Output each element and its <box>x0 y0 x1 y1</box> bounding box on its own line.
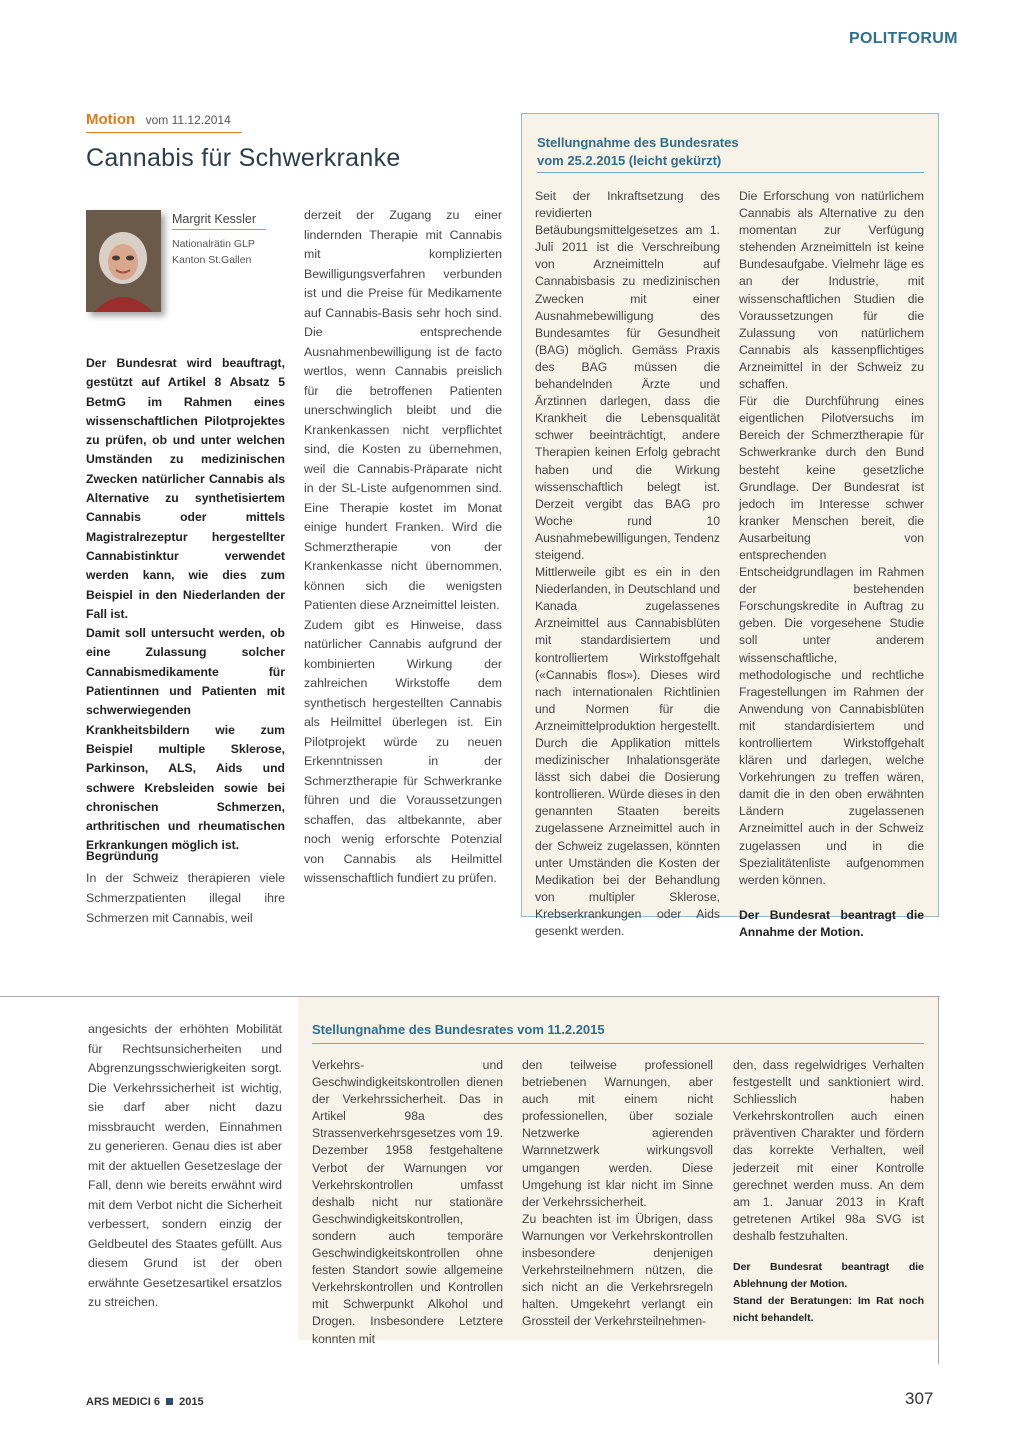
motion-lead <box>86 354 285 856</box>
stellungnahme-col2-p2: Für die Durchführung eines eigentlichen Pilotversuchs im Bereich der Schmerztherapie für Schwerkranke durch den Bund besteht keine gesetzliche Grundlage. Der Bundesrat ist jedoch im Interesse schwer kranker Menschen bereit, die Ausarbeitung von entsprechenden Entscheidgrundlagen im Rahmen der bestehenden Forschungskredite in Auftrag zu geben. Die vorgesehene Studie soll unter anderem wissenschaftliche, methodologische und rechtliche Fragestellungen im Rahmen der Anwendung von Cannabisblüten mit standardisiertem und kontrolliertem Wirkstoffgehalt klären und darlegen, welche Vorkehrungen zu treffen wären, damit die in den oben erwähnten Ländern zugelassenen Arzneimittel auch in der Schweiz zugelassen und in die Spezialitätenliste aufgenommen werden können. <box>739 394 924 887</box>
lower-conclusion-2: Stand der Beratungen: Im Rat noch nicht behandelt. <box>733 1295 924 1325</box>
lower-conclusion-1: Der Bundesrat beantragt die Ablehnung der Motion. <box>733 1261 924 1291</box>
author-portrait-icon <box>86 210 161 312</box>
stellungnahme-col-1 <box>535 188 720 940</box>
author-rule <box>172 229 266 230</box>
stellungnahme-title-1: Stellungnahme des Bundesrates <box>537 135 739 150</box>
lower-col2-p2: Zu beachten ist im Übrigen, dass Warnungen vor Verkehrskontrollen insbesondere denjenigen Verkehrsteilnehmern nützen, die sich nicht an die Verkehrsregeln halten. Umgekehrt verlangt ein Grossteil der Verkehrsteilnehmen- <box>522 1211 713 1329</box>
author-photo <box>86 210 161 312</box>
footer-journal-name: ARS MEDICI 6 <box>86 1396 160 1408</box>
motion-col2-p2: Zudem gibt es Hinweise, dass natürlicher Cannabis aufgrund der kombinierten Wirkung der zahlreichen Wirkstoffe dem synthetisch hergestellten Cannabis als Heilmittel überlegen ist. Ein Pilotprojekt würde zu neuen Erkenntnissen in der Schmerztherapie für Schwerkranke führen und die Voraussetzungen schaffen, das altbekannte, aber noch wenig erforschte Potenzial von Cannabis als Heilmittel wissenschaftlich fundiert zu prüfen. <box>304 617 502 885</box>
stellungnahme-title-2: vom 25.2.2015 (leicht gekürzt) <box>537 153 722 168</box>
author-role: Nationalrätin GLP <box>172 238 255 250</box>
begruendung-text: In der Schweiz therapieren viele Schmerzpatienten illegal ihre Schmerzen mit Cannabis, weil <box>86 871 285 925</box>
footer-year: 2015 <box>179 1396 204 1408</box>
author-canton: Kanton St.Gallen <box>172 254 252 266</box>
lower-col-2 <box>522 1057 713 1331</box>
stellungnahme-2-title: Stellungnahme des Bundesrates vom 11.2.2015 <box>312 1022 605 1037</box>
begruendung-heading: Begründung <box>86 849 159 863</box>
page-divider-end <box>938 996 939 1364</box>
page-number: 307 <box>905 1389 934 1408</box>
lower-col2-p1: den teilweise professionell betriebenen Warnungen, aber auch mit einem nicht professionellen, über soziale Netzwerke agierenden Warnnetzwerk wirkungsvoll umgangen werden. Diese Umgehung ist klar nicht im Sinne der Verkehrssicherheit. <box>522 1058 713 1209</box>
motion-column-2 <box>304 206 502 889</box>
motion-lead-p1: Der Bundesrat wird beauftragt, gestützt auf Artikel 8 Absatz 5 BetmG im Rahmen eines wissenschaftlichen Pilotprojektes zu prüfen, ob und unter welchen Umständen zu medizinischen Zwecken natürlicher Cannabis als Alternative zu synthetisiertem Cannabis oder mittels Magistralrezeptur hergestellter Cannabistinktur verwendet werden kann, wie dies zum Beispiel in den Niederlanden der Fall ist. <box>86 356 285 621</box>
stellungnahme-col1-p1: Seit der Inkraftsetzung des revidierten Betäubungsmittelgesetzes am 1. Juli 2011 ist die Verschreibung von Arzneimitteln auf Cannabisbasis zu medizinischen Zwecken mit einer Ausnahmebewilligung des Bundesamtes für Gesundheit (BAG) möglich. Gemäss Praxis des BAG müssen die behandelnden Ärzte und Ärztinnen darlegen, dass die Krankheit die Lebensqualität schwer beeinträchtigt, andere Therapien keinen Erfolg gebracht haben und die Wirkung wissenschaftlich belegt ist. Derzeit vergibt das BAG pro Woche rund 10 Ausnahmebewilligungen, Tendenz steigend. <box>535 189 720 562</box>
section-header: POLITFORUM <box>849 30 958 47</box>
motion-label: Motion <box>86 111 136 128</box>
stellungnahme-2-rule <box>312 1043 924 1044</box>
lower-col3-text: den, dass regelwidriges Verhalten festgestellt und sanktioniert wird. Schliesslich haben Verkehrskontrollen auch einen präventiven Charakter und fördern das korrekte Verhalten, weil jederzeit mit einer Kontrolle gerechnet werden muss. An dem am 1. Januar 2013 in Kraft getretenen Artikel 98a SVG ist deshalb festzuhalten. <box>733 1058 924 1243</box>
lower-col-3 <box>733 1057 924 1327</box>
footer-journal <box>86 1396 204 1408</box>
motion-label-row <box>86 111 242 133</box>
stellungnahme-col2-p1: Die Erforschung von natürlichem Cannabis als Alternative zu den momentan zur Verfügung stehenden Arzneimitteln ist keine Bundesaufgabe. Vielmehr läge es an der Industrie, mit wissenschaftlichen Studien die Voraussetzungen für die Zulassung von natürlichem Cannabis als kassenpflichtiges Arzneimittel in der Schweiz zu schaffen. <box>739 189 924 392</box>
lower-left-column: angesichts der erhöhten Mobilität für Rechtsunsicherheiten und Abgrenzungsschwierigkeiten sorgt. Die Verkehrssicherheit ist wichtig, sie darf aber nicht dazu missbraucht werden, Einnahmen zu generieren. Genau dies ist aber mit der aktuellen Gesetzeslage der Fall, denn wie bereits erwähnt wird mit dem Verbot nicht die Sicherheit verbessert, sondern einzig der Geldbeutel des Staates gefüllt. Aus diesem Grund ist der oben erwähnte Gesetzesartikel ersatzlos zu streichen. <box>88 1022 282 1309</box>
stellungnahme-conclusion: Der Bundesrat beantragt die Annahme der Motion. <box>739 907 924 939</box>
author-name: Margrit Kessler <box>172 212 257 226</box>
footer-square-icon <box>166 1398 173 1405</box>
motion-col2-p1: derzeit der Zugang zu einer lindernden Therapie mit Cannabis mit komplizierten Bewilligungsverfahren verbunden ist und die Preise für Medikamente auf Cannabis-Basis sehr hoch sind. Die entsprechende Ausnahmenbewilligung ist de facto wertlos, wenn Cannabis preislich für die betroffenen Patienten unerschwinglich bleibt und die Krankenkassen nicht verpflichtet sind, die Kosten zu übernehmen, weil die Cannabis-Präparate nicht in der SL-Liste aufgenommen sind. Eine Therapie kostet im Monat einige hundert Franken. Wird die Schmerztherapie von der Krankenkasse nicht übernommen, können sich die wenigsten Patienten diese Arzneimittel leisten. <box>304 208 502 612</box>
stellungnahme-col1-p2: Mittlerweile gibt es ein in den Niederlanden, in Deutschland und Kanada zugelassenes Arzneimittel aus Cannabisblüten mit standardisiertem und kontrolliertem Wirkstoffgehalt («Cannabis flos»). Dieses wird nach internationalen Richtlinien und Normen für die Arzneimittelproduktion hergestellt. Durch die Applikation mittels medizinischer Inhalationsgeräte lässt sich dabei die Dosierung kontrollieren. Würde dieses in den genannten Staaten bereits zugelassene Arzneimittel auch in der Schweiz zugelassen, könnten unter Umständen die Kosten der Medikation bei der Behandlung von multipler Sklerose, Krebserkrankungen oder Aids gesenkt werden. <box>535 565 720 939</box>
stellungnahme-col-2 <box>739 188 924 941</box>
stellungnahme-title-rule <box>537 172 924 173</box>
lower-col-1: Verkehrs- und Geschwindigkeitskontrollen dienen der Verkehrssicherheit. Das in Artikel 98a des Strassenverkehrsgesetzes vom 19. Dezember 1958 festgehaltene Verbot der Warnungen vor Verkehrskontrollen umfasst deshalb nicht nur stationäre Geschwindigkeitskontrollen, sondern auch temporäre Geschwindigkeitskontrollen ohne festen Standort sowie allgemeine Verkehrskontrollen und Kontrollen mit Schwerpunkt Alkohol und Drogen. Insbesondere Letztere konnten mit <box>312 1058 503 1346</box>
motion-date: vom 11.12.2014 <box>145 113 231 127</box>
motion-lead-p2: Damit soll untersucht werden, ob eine Zulassung solcher Cannabismedikamente für Patientinnen und Patienten mit schwerwiegenden Krankheitsbildern wie zum Beispiel multiple Sklerose, Parkinson, ALS, Aids und schwere Krebsleiden sowie bei chronischen Schmerzen, arthritischen und rheumatischen Erkrankungen möglich ist. <box>86 626 285 853</box>
page-title: Cannabis für Schwerkranke <box>86 144 401 172</box>
